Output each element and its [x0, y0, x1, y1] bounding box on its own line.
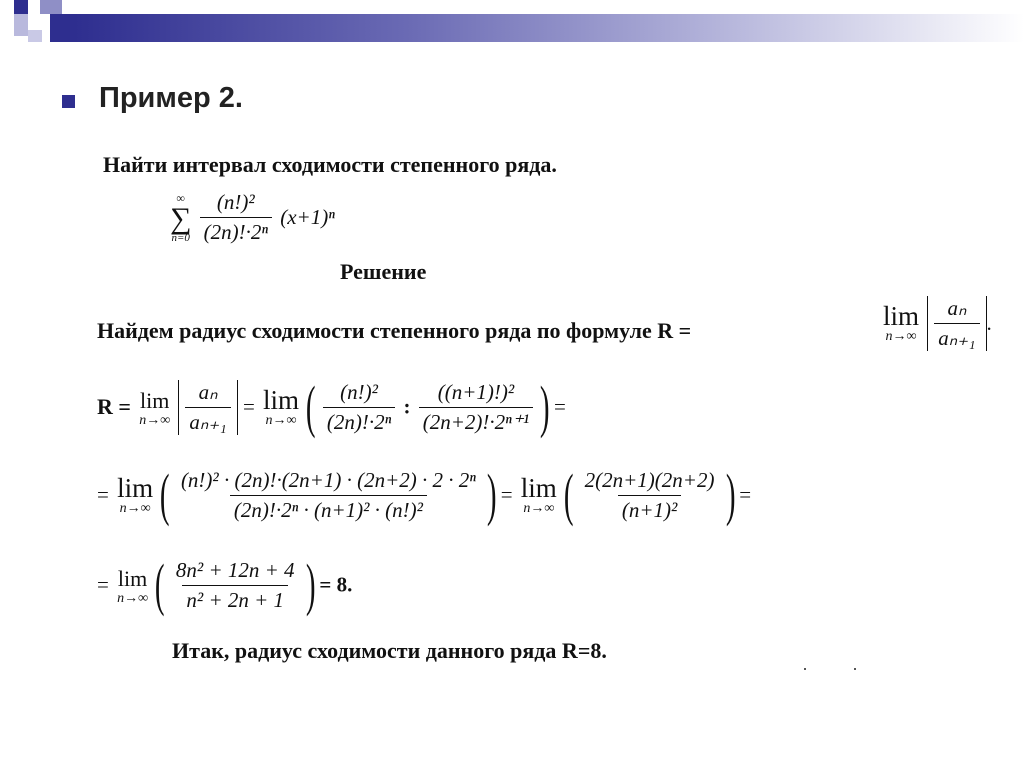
step2b-den: (n+1)²: [618, 495, 681, 523]
lim-word: lim: [117, 472, 154, 503]
step1-num-a: (n!)²: [340, 379, 378, 404]
ratio-num: aₙ: [947, 296, 967, 320]
step2b-num: 2(2n+1)(2n+2): [584, 467, 715, 492]
ratio-den: aₙ₊₁: [934, 323, 979, 351]
lim-sub: n→∞: [885, 329, 917, 344]
lim-sub: n→∞: [523, 500, 555, 516]
lim-word: lim: [883, 301, 920, 331]
deco-square: [40, 0, 62, 14]
lim-sub: n→∞: [117, 590, 149, 606]
limit: [883, 303, 919, 344]
step1: R = lim n→∞ $\frac{\text{aₙ}}{\text{aₙ₊₁}}$ = lim n→∞ ( $\frac{\text{(n!)²}}{\text{(2n)!·2ⁿ}}$ : $\frac{\text{((n+1)!)²}}{\text{(2n+2)!·2ⁿ⁺¹}}$ ) =: [97, 374, 566, 439]
ratio-num: aₙ: [198, 379, 218, 404]
conclusion: Итак, радиус сходимости данного ряда R=8.: [172, 638, 607, 663]
title-decoration: [0, 0, 1024, 48]
limit: [139, 387, 170, 428]
step1-den-a: (2n)!·2ⁿ: [323, 407, 395, 435]
step2-num: (n!)² · (2n)!·(2n+1) · (2n+2) · 2 · 2ⁿ: [180, 467, 476, 492]
series-formula: [170, 190, 335, 245]
solution-heading: Решение: [340, 259, 427, 284]
step1-num-b: ((n+1)!)²: [437, 379, 515, 404]
step1-den-b: (2n+2)!·2ⁿ⁺¹: [419, 407, 533, 435]
limit: [117, 565, 148, 606]
abs-bars: [178, 380, 237, 435]
sum-symbol: [170, 191, 191, 244]
step3-result: = 8.: [319, 572, 353, 597]
ratio-den: aₙ₊₁: [185, 407, 230, 435]
step3-fraction: [172, 558, 299, 613]
lim-sub: n→∞: [139, 412, 171, 428]
paren-right: ): [540, 374, 550, 439]
step2-den: (2n)!·2ⁿ · (n+1)² · (n!)²: [230, 495, 427, 523]
ratio-fraction: [185, 380, 230, 435]
paren-right: ): [486, 462, 497, 527]
series-denominator: (2n)!·2ⁿ: [200, 217, 272, 245]
bullet-square-icon: [62, 95, 75, 108]
limit: [263, 384, 300, 428]
step3-num: 8n² + 12n + 4: [175, 557, 295, 582]
sum-lower: n=0: [171, 232, 190, 244]
deco-square: [14, 14, 28, 36]
paren-left: (: [306, 374, 316, 439]
series-tail: (x+1)ⁿ: [280, 205, 335, 229]
paren-right: ): [725, 462, 736, 527]
step2-fraction: [177, 468, 480, 523]
lim-word: lim: [263, 384, 300, 415]
radius-intro: Найдем радиус сходимости степенного ряда по формуле R =: [97, 318, 692, 343]
deco-square: [28, 30, 42, 42]
stray-dots: [800, 668, 860, 672]
sum-upper: ∞: [176, 191, 185, 205]
lim-word: lim: [117, 565, 148, 591]
lim-word: lim: [520, 472, 557, 503]
sum-sigma: ∑: [170, 202, 192, 235]
series-fraction: [200, 190, 272, 245]
series-numerator: (n!)²: [216, 190, 255, 214]
step1-fraction-b: [419, 380, 533, 435]
step1-lhs: R =: [97, 394, 131, 419]
radius-formula: lim n→∞ $\frac{\text{aₙ}}{\text{aₙ₊₁}}$ .: [883, 296, 992, 350]
limit: [520, 472, 557, 516]
deco-square: [50, 14, 74, 42]
lim-sub: n→∞: [119, 500, 151, 516]
paren-left: (: [563, 462, 574, 527]
step1-fraction-a: [323, 380, 395, 435]
step3-den: n² + 2n + 1: [182, 585, 288, 613]
step2b-fraction: [581, 468, 719, 523]
abs-bars: [927, 296, 986, 351]
lim-word: lim: [140, 387, 170, 413]
limit: [117, 472, 154, 516]
paren-right: ): [305, 552, 316, 617]
slide-title: Пример 2.: [99, 82, 243, 114]
lim-sub: n→∞: [265, 412, 297, 428]
paren-left: (: [160, 462, 170, 527]
step2: = lim n→∞ ( $\frac{\text{(n!)² · (2n)!·(2n+1) · (2n+2) · 2 · 2ⁿ}}{\text{(2n)!·2ⁿ · (n+1)² · (n!)²}}$ ) = lim n→∞ ( $\frac{2(2n+1)(2n+2)}{\text{(n+1)²}}$ ) =: [97, 462, 752, 527]
title-gradient-bar: [74, 14, 1024, 42]
paren-left: (: [155, 552, 165, 617]
problem-statement: Найти интервал сходимости степенного ряда.: [103, 152, 557, 177]
deco-square: [14, 0, 28, 14]
step3: = lim n→∞ ( $\frac{\text{8n² + 12n + 4}}{\text{n² + 2n + 1}}$ ) = 8.: [97, 552, 353, 617]
ratio-fraction: [934, 296, 979, 351]
